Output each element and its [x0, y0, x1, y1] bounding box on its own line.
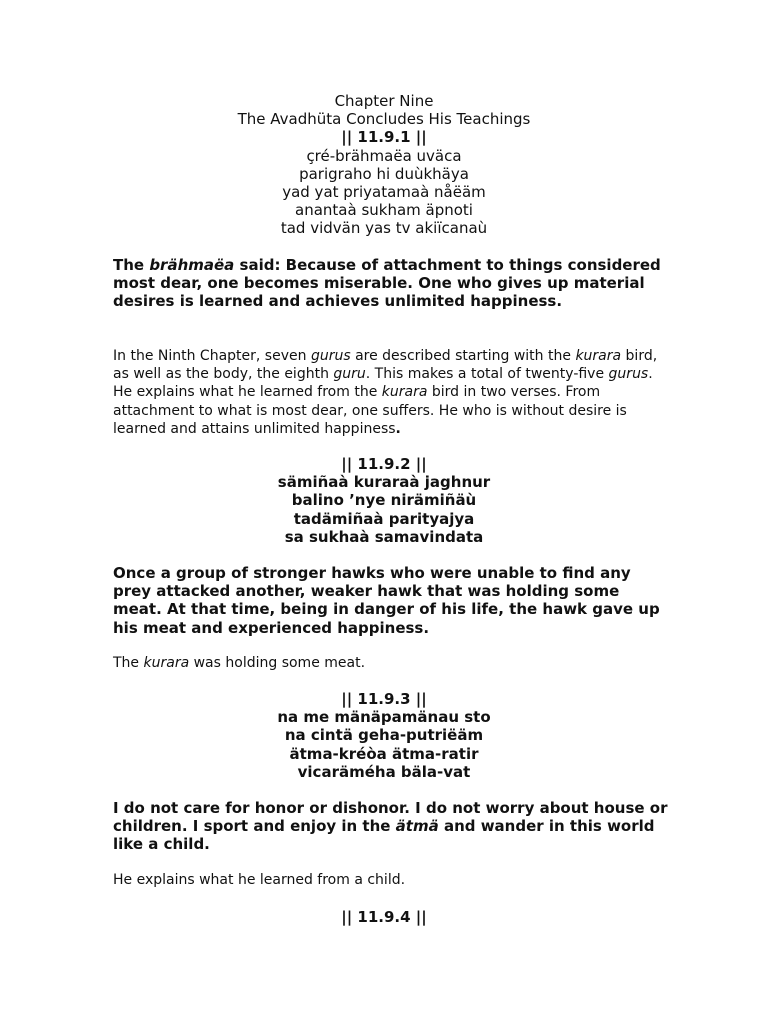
verse-1-translation: The brähmaëa said: Because of attachment to things considered most dear, one becomes miserable. One who gives up material desires is learned and achieves unlimited happiness. — [113, 256, 661, 311]
verse-1-line: parigraho hi duùkhäya — [299, 164, 469, 183]
chapter-number-title: Chapter Nine — [334, 92, 434, 110]
verse-2-line: sämiñaà kuraraà jaghnur — [277, 473, 491, 492]
verse-3-line: ätma-kréòa ätma-ratir — [289, 744, 479, 763]
verse-3-block — [0, 690, 768, 781]
verse-1-commentary: In the Ninth Chapter, seven gurus are described starting with the kurara bird, as well as the body, the eighth guru. This makes a total of twenty-five gurus. He explains what he learned from the kurara bird in two verses. From attachment to what is most dear, one suffers. He who is without desire is learned and attains unlimited happiness. — [113, 348, 658, 437]
verse-3-translation: I do not care for honor or dishonor. I do not worry about house or children. I sport and enjoy in the ätmä and wander in this world like a child. — [113, 799, 668, 854]
verse-3-line: vicaräméha bäla-vat — [297, 762, 471, 781]
verse-2-translation: Once a group of stronger hawks who were unable to find any prey attacked another, weaker hawk that was holding some meat. At that time, being in danger of his life, the hawk gave up his meat and experienced happiness. — [113, 564, 660, 637]
verse-1-line: yad yat priyatamaà nåëäm — [282, 183, 486, 202]
verse-4-block — [0, 908, 768, 926]
verse-3-commentary: He explains what he learned from a child. — [113, 872, 406, 888]
verse-1-block — [0, 92, 768, 238]
verse-1-line: tad vidvän yas tv akiïcanaù — [280, 219, 488, 238]
verse-2-ref: || 11.9.2 || — [341, 455, 427, 473]
verse-2-line: sa sukhaà samavindata — [284, 527, 484, 546]
verse-3-line: na cintä geha-putriëäm — [284, 726, 484, 745]
verse-1-line: anantaà sukham äpnoti — [295, 201, 473, 220]
verse-2-line: tadämiñaà parityajya — [293, 509, 475, 528]
verse-4-ref: || 11.9.4 || — [341, 908, 427, 926]
chapter-subtitle: The Avadhüta Concludes His Teachings — [237, 110, 531, 129]
verse-2-block — [0, 455, 768, 546]
verse-3-ref: || 11.9.3 || — [341, 690, 427, 708]
verse-2-line: balino ’nye nirämiñäù — [291, 491, 477, 510]
verse-3-line: na me mänäpamänau sto — [277, 708, 491, 727]
verse-1-ref: || 11.9.1 || — [341, 128, 427, 147]
verse-2-commentary: The kurara was holding some meat. — [113, 655, 366, 671]
verse-1-line: çré-brähmaëa uväca — [306, 146, 462, 165]
